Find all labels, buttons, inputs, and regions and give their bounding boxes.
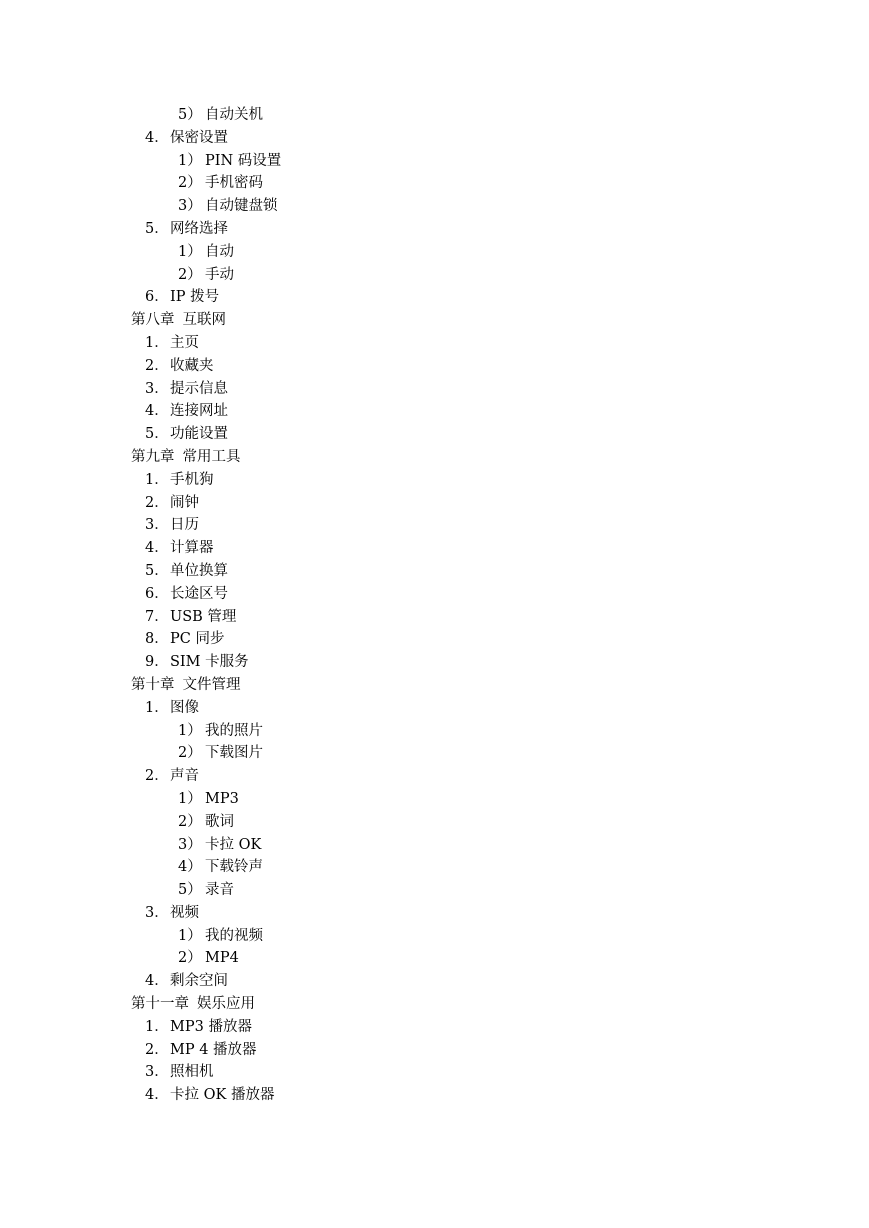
section-item [0,1039,869,1062]
item-title: USB 管理 [170,608,237,625]
item-number: 5） [178,882,202,899]
item-number: 3． [145,380,169,397]
subsection-item [0,856,869,879]
item-title: MP4 [205,950,239,967]
item-number: 第十一章 [131,996,189,1013]
item-number: 8． [145,631,169,648]
item-title: IP 拨号 [170,289,220,306]
section-item [0,400,869,423]
item-title: 我的照片 [205,722,263,739]
table-of-contents [0,104,869,1107]
chapter-heading [0,674,869,697]
item-number: 2． [145,1041,169,1058]
item-number: 3） [178,836,202,853]
item-number: 4． [145,540,169,557]
item-title: 常用工具 [182,448,241,465]
section-item [0,560,869,583]
item-number: 2． [145,357,169,374]
item-title: 手动 [205,266,234,283]
item-title: 声音 [170,768,199,785]
section-item [0,1061,869,1084]
item-number: 2） [178,950,202,967]
item-number: 第十章 [131,676,175,693]
item-number: 1） [178,152,202,169]
section-item [0,286,869,309]
chapter-heading [0,309,869,332]
subsection-item [0,264,869,287]
item-number: 9． [145,654,169,671]
item-title: 歌词 [205,813,234,830]
item-number: 2） [178,813,202,830]
subsection-item [0,834,869,857]
subsection-item [0,104,869,127]
item-number: 5． [145,426,169,443]
item-title: 收藏夹 [170,357,214,374]
item-number: 7． [145,608,169,625]
item-number: 5． [145,562,169,579]
subsection-item [0,720,869,743]
item-title: 我的视频 [205,927,263,944]
subsection-item [0,925,869,948]
item-number: 第九章 [131,448,175,465]
item-title: 长途区号 [170,585,228,602]
item-number: 1． [145,699,169,716]
item-number: 4） [178,859,202,876]
subsection-item [0,788,869,811]
item-title: PIN 码设置 [205,152,282,169]
item-number: 4． [145,403,169,420]
item-number: 3． [145,904,169,921]
item-title: 卡拉 OK 播放器 [170,1087,275,1104]
item-number: 1． [145,1018,169,1035]
item-number: 6． [145,289,169,306]
section-item [0,1084,869,1107]
item-title: 录音 [205,882,234,899]
item-number: 5） [178,107,202,123]
item-title: MP 4 播放器 [170,1041,257,1058]
item-title: 视频 [170,904,199,921]
item-number: 2） [178,745,202,762]
item-number: 2． [145,494,169,511]
item-number: 2） [178,175,202,192]
item-title: 自动 [205,243,234,260]
item-title: 闹钟 [170,494,199,511]
item-title: 自动键盘锁 [205,198,278,215]
item-number: 5． [145,220,169,237]
item-title: 自动关机 [205,107,263,123]
item-number: 3） [178,198,202,215]
section-item [0,628,869,651]
subsection-item [0,811,869,834]
item-title: 功能设置 [170,426,228,443]
subsection-item [0,947,869,970]
item-title: 主页 [170,334,199,351]
section-item [0,970,869,993]
item-number: 1． [145,471,169,488]
item-title: 下载铃声 [205,859,263,876]
section-item [0,218,869,241]
section-item [0,583,869,606]
item-title: 手机密码 [205,175,263,192]
item-number: 4． [145,129,169,146]
section-item [0,492,869,515]
item-title: 下载图片 [205,745,263,762]
item-number: 第八章 [131,312,175,329]
item-number: 3． [145,517,169,534]
section-item [0,423,869,446]
subsection-item [0,241,869,264]
item-title: 互联网 [182,312,226,329]
section-item [0,1016,869,1039]
section-item [0,651,869,674]
item-number: 1） [178,927,202,944]
item-title: 提示信息 [170,380,228,397]
item-title: 卡拉 OK [205,836,262,853]
section-item [0,537,869,560]
section-item [0,469,869,492]
item-title: 计算器 [170,540,214,557]
subsection-item [0,150,869,173]
item-number: 1） [178,790,202,807]
item-title: 娱乐应用 [197,996,255,1013]
item-number: 4． [145,1087,169,1104]
item-title: 连接网址 [170,403,228,420]
item-title: 图像 [170,699,199,716]
item-title: 保密设置 [170,129,228,146]
section-item [0,697,869,720]
item-number: 1． [145,334,169,351]
subsection-item [0,195,869,218]
section-item [0,378,869,401]
item-title: 单位换算 [170,562,228,579]
item-number: 1） [178,243,202,260]
item-number: 6． [145,585,169,602]
item-number: 2） [178,266,202,283]
item-title: MP3 [205,790,239,807]
subsection-item [0,172,869,195]
item-title: 网络选择 [170,220,228,237]
item-number: 2． [145,768,169,785]
item-number: 3． [145,1064,169,1081]
item-title: 日历 [170,517,199,534]
chapter-heading [0,446,869,469]
item-title: MP3 播放器 [170,1018,252,1035]
chapter-heading [0,993,869,1016]
item-title: 手机狗 [170,471,214,488]
item-number: 1） [178,722,202,739]
item-title: SIM 卡服务 [170,654,249,671]
item-title: PC 同步 [170,631,225,648]
item-title: 文件管理 [182,676,241,693]
section-item [0,355,869,378]
subsection-item [0,879,869,902]
section-item [0,765,869,788]
section-item [0,514,869,537]
section-item [0,902,869,925]
item-title: 照相机 [170,1064,214,1081]
subsection-item [0,742,869,765]
section-item [0,332,869,355]
item-number: 4． [145,973,169,990]
item-title: 剩余空间 [170,973,228,990]
section-item [0,606,869,629]
section-item [0,127,869,150]
